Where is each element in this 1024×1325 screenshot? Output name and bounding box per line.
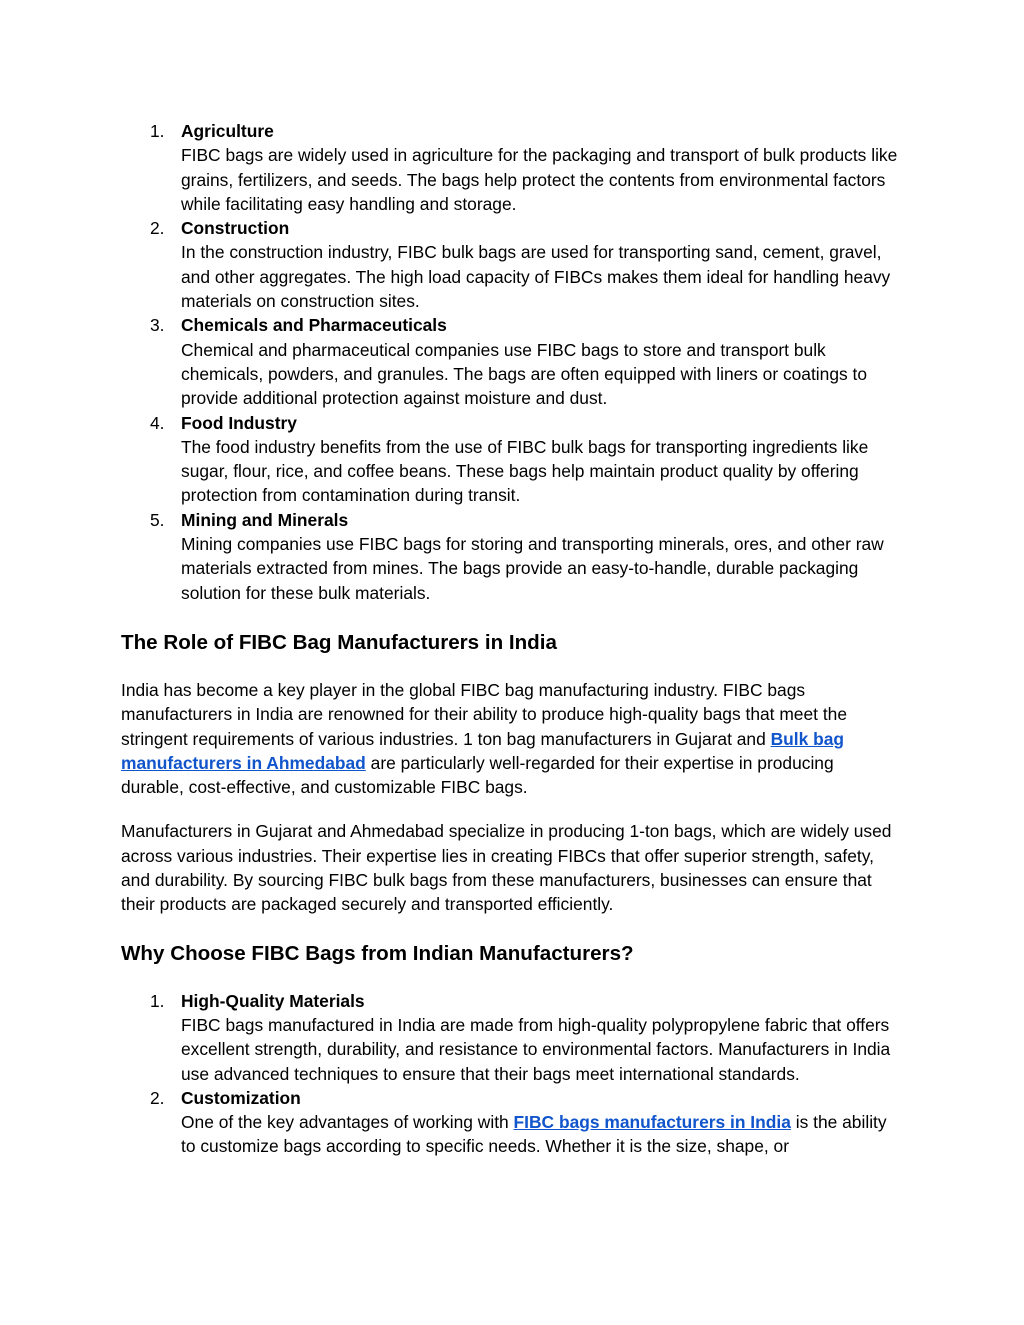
paragraph-text: India has become a key player in the global FIBC bag manufacturing industry. FIBC bags manufacturers in India are renowned for their ability to produce high-quality bags that meet the stringent requirements of various industries. 1 ton bag manufacturers in Gujarat and: [121, 679, 847, 749]
list-item-title: Agriculture: [181, 121, 274, 141]
fibc-manufacturers-india-link[interactable]: FIBC bags manufacturers in India: [513, 1112, 791, 1133]
list-item-body: FIBC bags manufactured in India are made from high-quality polypropylene fabric that offers excellent strength, durability, and resistance to environmental factors. Manufacturers in India use advanced techniques to ensure that their bags meet international standards.: [181, 1014, 891, 1084]
list-item: [121, 119, 901, 216]
list-item-body: Chemical and pharmaceutical companies use FIBC bags to store and transport bulk chemicals, powders, and granules. The bags are often equipped with liners or coatings to provide additional protection against moisture and dust.: [181, 339, 868, 409]
list-item-title: Mining and Minerals: [181, 509, 349, 530]
list-item-body: Mining companies use FIBC bags for storing and transporting minerals, ores, and other raw materials extracted from mines. The bags provide an easy-to-handle, durable packaging solution for these bulk materials.: [181, 534, 884, 603]
list-item: [121, 1086, 901, 1159]
document-content: [121, 119, 901, 1159]
list-item-text: is the ability to customize bags according to specific needs. Whether it is the size, shape, or: [181, 1112, 887, 1157]
paragraph-role-intro: [121, 678, 901, 799]
list-item: [121, 989, 901, 1086]
list-item-number: 4.: [150, 412, 165, 433]
section-heading-why-choose: Why Choose FIBC Bags from Indian Manufacturers?: [121, 941, 634, 965]
list-item: [121, 313, 901, 410]
list-item-number: 2.: [150, 1087, 165, 1108]
list-item-text: One of the key advantages of working with: [181, 1112, 514, 1133]
list-item-body: FIBC bags are widely used in agriculture for the packaging and transport of bulk products like grains, fertilizers, and seeds. The bags help protect the contents from environmental factors while facilitating easy handling and storage.: [181, 145, 898, 214]
list-item-body: In the construction industry, FIBC bulk bags are used for transporting sand, cement, gravel, and other aggregates. The high load capacity of FIBCs makes them ideal for handling heavy materials on construction sites.: [181, 242, 891, 312]
list-item-number: 1.: [150, 990, 165, 1011]
section-heading-role: The Role of FIBC Bag Manufacturers in India: [121, 630, 557, 654]
list-item-title: Chemicals and Pharmaceuticals: [181, 315, 447, 336]
list-item-title: Customization: [181, 1087, 301, 1108]
list-item-title: Construction: [181, 218, 290, 239]
list-item-body: [181, 1110, 901, 1159]
list-item-title: Food Industry: [181, 412, 297, 433]
list-item: [121, 216, 901, 313]
list-item-title: High-Quality Materials: [181, 990, 365, 1011]
list-item-number: 5.: [150, 509, 165, 530]
list-item-number: 1.: [150, 121, 165, 141]
list-item-number: 2.: [150, 218, 165, 239]
list-item: [121, 508, 901, 605]
list-item-number: 3.: [150, 315, 165, 336]
list-item: [121, 411, 901, 508]
paragraph-gujarat: Manufacturers in Gujarat and Ahmedabad specialize in producing 1-ton bags, which are widely used across various industries. Their expertise lies in creating FIBCs that offer superior strength, safety, and durability. By sourcing FIBC bulk bags from these manufacturers, businesses can ensure that their products are packaged securely and transported efficiently.: [121, 821, 892, 915]
bulk-bag-ahmedabad-link[interactable]: Bulk bag manufacturers in Ahmedabad: [121, 728, 845, 773]
advantages-list: [121, 989, 901, 1159]
list-item-body: The food industry benefits from the use of FIBC bulk bags for transporting ingredients like sugar, flour, rice, and coffee beans. These bags help maintain product quality by offering protection from contamination during transit.: [181, 436, 869, 506]
applications-list: [121, 119, 901, 605]
paragraph-text: are particularly well-regarded for their expertise in producing durable, cost-effective, and customizable FIBC bags.: [121, 752, 834, 798]
